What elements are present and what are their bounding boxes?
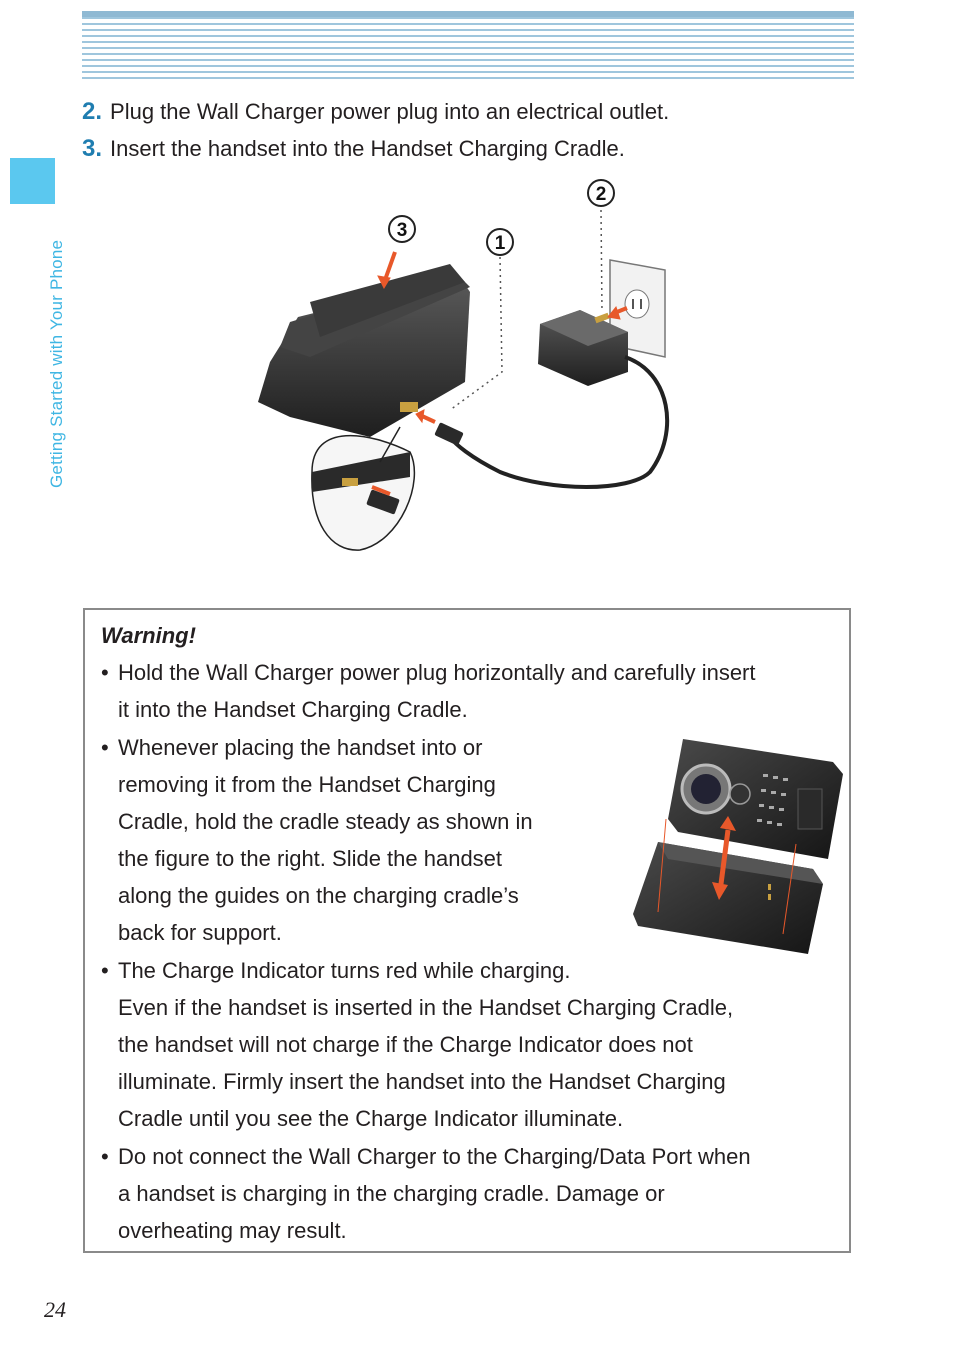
callout-1 bbox=[487, 229, 513, 255]
handset bbox=[668, 739, 843, 859]
cable-plug bbox=[434, 422, 463, 446]
callout-3 bbox=[389, 216, 415, 242]
bullet-line: The Charge Indicator turns red while charging. bbox=[118, 958, 571, 983]
charging-cradle bbox=[258, 264, 470, 437]
bullet-line: Cradle, hold the cradle steady as shown in bbox=[118, 809, 533, 834]
bullet-line: Whenever placing the handset into or bbox=[118, 735, 483, 760]
bullet-dot: • bbox=[101, 735, 109, 760]
header-band bbox=[82, 11, 854, 79]
bullet-dot: • bbox=[101, 1144, 109, 1169]
bullet-line: removing it from the Handset Charging bbox=[118, 772, 496, 797]
bullet-line: it into the Handset Charging Cradle. bbox=[118, 697, 468, 722]
bullet-line: the handset will not charge if the Charge Indicator does not bbox=[118, 1032, 693, 1057]
bullet-line: the figure to the right. Slide the handset bbox=[118, 846, 503, 871]
bullet-line: Even if the handset is inserted in the Handset Charging Cradle, bbox=[118, 995, 734, 1020]
callout-2 bbox=[588, 180, 614, 206]
step-text: Insert the handset into the Handset Charging Cradle. bbox=[110, 136, 625, 161]
section-label: Getting Started with Your Phone bbox=[47, 239, 66, 488]
bullet-line: back for support. bbox=[118, 920, 282, 945]
step-2 bbox=[82, 98, 669, 126]
bullet-line: Do not connect the Wall Charger to the Charging/Data Port when bbox=[118, 1144, 751, 1169]
charging-setup-illustration bbox=[250, 172, 690, 552]
warning-title: Warning! bbox=[101, 623, 196, 648]
bullet-line: along the guides on the charging cradle’s bbox=[118, 883, 519, 908]
bullet-line: illuminate. Firmly insert the handset into the Handset Charging bbox=[118, 1069, 726, 1094]
charger-cable bbox=[450, 357, 667, 487]
cradle bbox=[633, 842, 823, 954]
bullet-dot: • bbox=[101, 660, 109, 685]
port-closeup-inset bbox=[312, 427, 415, 550]
step-number: 2. bbox=[82, 98, 103, 125]
callout-3-label: 3 bbox=[396, 220, 408, 241]
leader-line-2 bbox=[601, 210, 602, 312]
warning-box bbox=[83, 608, 851, 1253]
page-number: 24 bbox=[44, 1297, 66, 1322]
step-text: Plug the Wall Charger power plug into an electrical outlet. bbox=[110, 99, 670, 124]
bullet-line: overheating may result. bbox=[118, 1218, 347, 1243]
section-tab-marker bbox=[10, 158, 55, 204]
bullet-dot: • bbox=[101, 958, 109, 983]
callout-1-label: 1 bbox=[494, 233, 506, 254]
cradle-handset-photo bbox=[628, 734, 844, 960]
bullet-line: Hold the Wall Charger power plug horizontally and carefully insert bbox=[118, 660, 756, 685]
bullet-line: Cradle until you see the Charge Indicator illuminate. bbox=[118, 1106, 624, 1131]
bullet-line: a handset is charging in the charging cradle. Damage or bbox=[118, 1181, 665, 1206]
callout-2-label: 2 bbox=[595, 184, 607, 205]
step-3 bbox=[82, 135, 625, 163]
step-number: 3. bbox=[82, 135, 103, 162]
